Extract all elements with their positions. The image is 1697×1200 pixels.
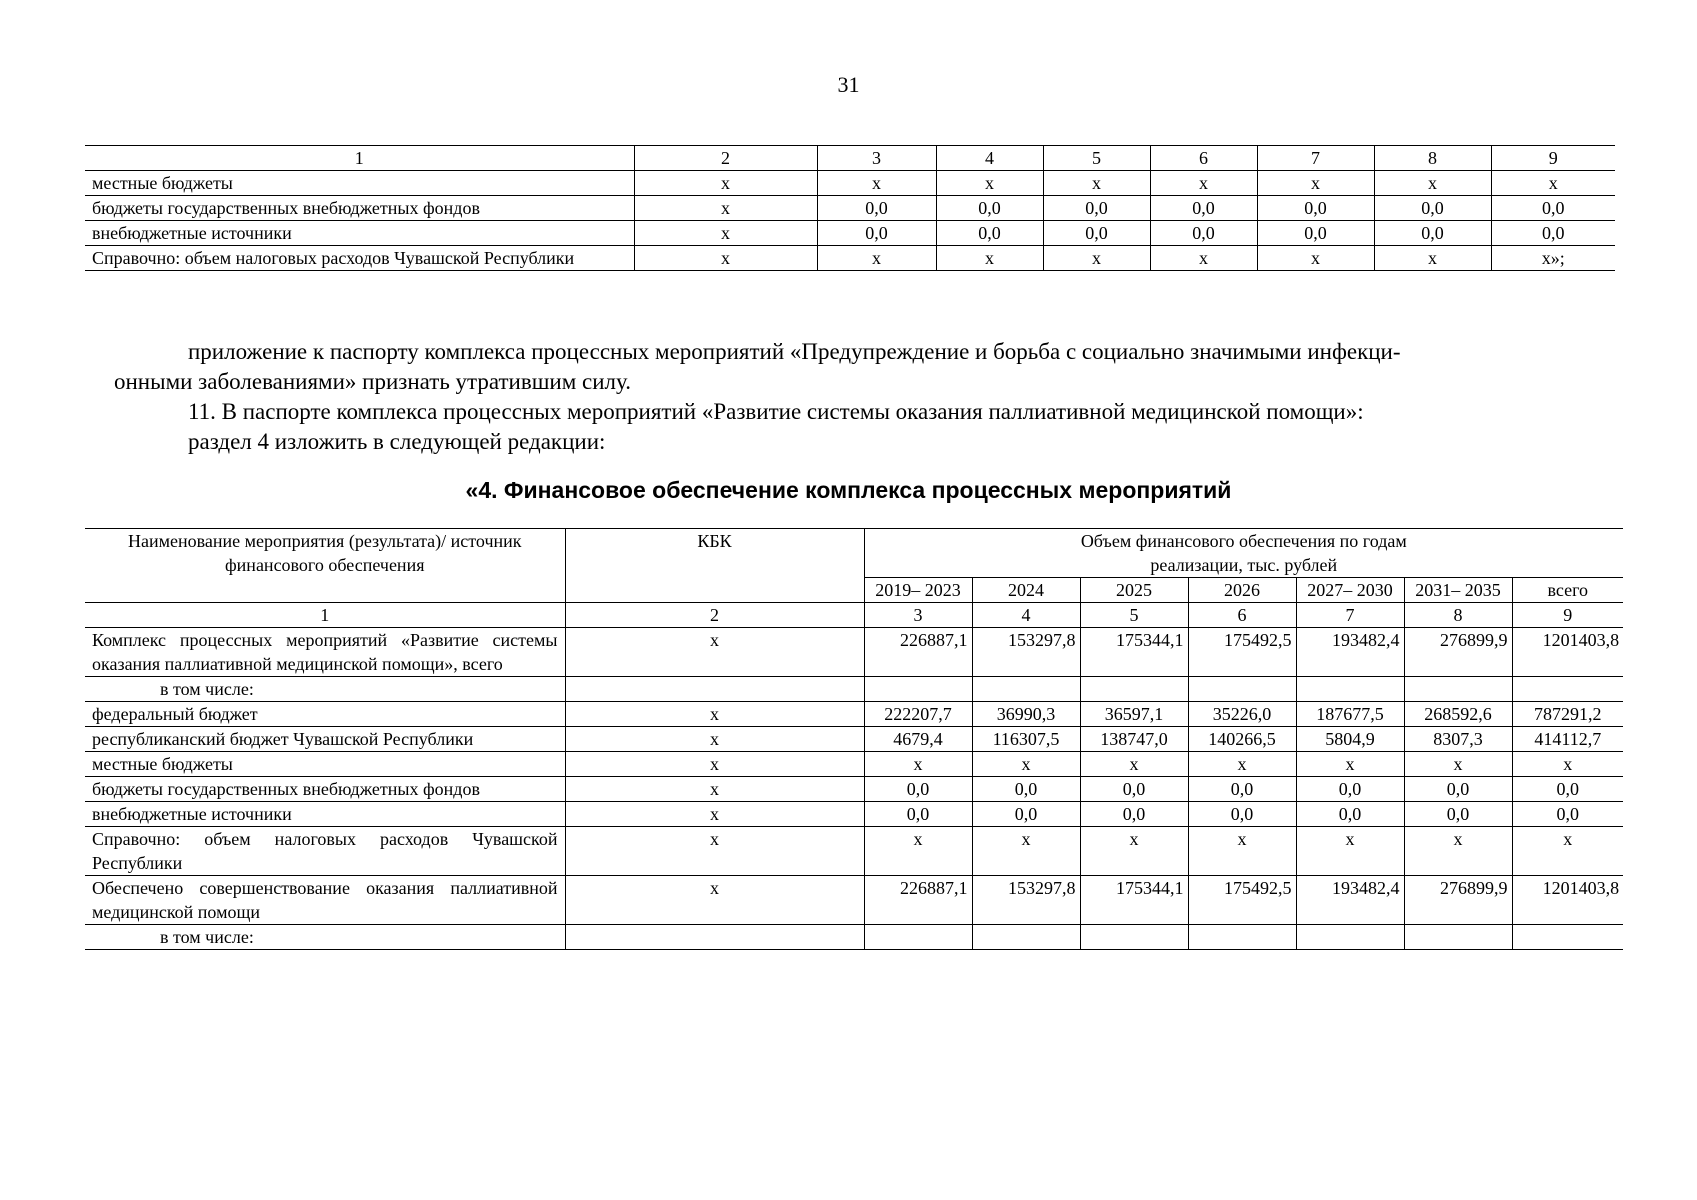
- top-row-cell: х: [634, 221, 817, 246]
- top-row-cell: х: [1150, 171, 1257, 196]
- row-kbk: х: [565, 727, 864, 752]
- row-value: 0,0: [1080, 802, 1188, 827]
- table-row: [85, 777, 1623, 802]
- row-value: 226887,1: [864, 628, 972, 677]
- row-kbk: х: [565, 802, 864, 827]
- top-header-cell: 5: [1043, 146, 1150, 171]
- top-row-cell: х: [1374, 171, 1491, 196]
- year-header-cell: 2024: [972, 578, 1080, 603]
- row-kbk: х: [565, 702, 864, 727]
- top-row-cell: х: [1043, 246, 1150, 271]
- row-value: 268592,6: [1404, 702, 1512, 727]
- top-row-cell: х: [936, 246, 1043, 271]
- row-value: 226887,1: [864, 876, 972, 925]
- top-row-cell: х»;: [1491, 246, 1615, 271]
- row-value: х: [1080, 752, 1188, 777]
- top-row-cell: 0,0: [1257, 221, 1374, 246]
- row-value: [972, 677, 1080, 702]
- top-row-cell: 0,0: [1150, 221, 1257, 246]
- top-table-row: [85, 196, 1615, 221]
- top-table-header-row: [85, 146, 1615, 171]
- top-row-cell: х: [1043, 171, 1150, 196]
- column-number-cell: 7: [1296, 603, 1404, 628]
- row-kbk: х: [565, 876, 864, 925]
- header-name: Наименование мероприятия (результата)/ источник финансового обеспечения: [85, 529, 565, 603]
- top-row-name: внебюджетные источники: [85, 221, 634, 246]
- row-value: 0,0: [1080, 777, 1188, 802]
- header-volume-line1: Объем финансового обеспечения по годам: [1080, 531, 1407, 551]
- top-table-row: [85, 171, 1615, 196]
- row-value: 138747,0: [1080, 727, 1188, 752]
- row-value: 175492,5: [1188, 628, 1296, 677]
- top-header-cell: 6: [1150, 146, 1257, 171]
- top-row-name: бюджеты государственных внебюджетных фондов: [85, 196, 634, 221]
- row-value: 0,0: [1512, 802, 1623, 827]
- row-value: 0,0: [1188, 802, 1296, 827]
- top-row-cell: 0,0: [936, 221, 1043, 246]
- table-row: [85, 876, 1623, 925]
- column-number-cell: 2: [565, 603, 864, 628]
- row-value: [864, 925, 972, 950]
- table-row: [85, 628, 1623, 677]
- top-header-cell: 9: [1491, 146, 1615, 171]
- top-row-cell: х: [1374, 246, 1491, 271]
- row-value: 175344,1: [1080, 628, 1188, 677]
- table-row: [85, 702, 1623, 727]
- top-row-cell: х: [817, 171, 936, 196]
- financing-table: [85, 528, 1623, 950]
- top-budget-table: [85, 145, 1615, 271]
- top-row-cell: 0,0: [1374, 196, 1491, 221]
- row-name: местные бюджеты: [85, 752, 565, 777]
- row-value: 8307,3: [1404, 727, 1512, 752]
- row-kbk: х: [565, 752, 864, 777]
- row-value: [1080, 925, 1188, 950]
- row-value: [1188, 677, 1296, 702]
- column-number-cell: 9: [1512, 603, 1623, 628]
- year-header-cell: всего: [1512, 578, 1623, 603]
- table-row: [85, 802, 1623, 827]
- year-header-cell: 2019– 2023: [864, 578, 972, 603]
- row-value: 193482,4: [1296, 876, 1404, 925]
- top-row-cell: 0,0: [1257, 196, 1374, 221]
- year-header-cell: 2025: [1080, 578, 1188, 603]
- row-value: х: [864, 752, 972, 777]
- row-value: х: [1404, 752, 1512, 777]
- row-value: 276899,9: [1404, 876, 1512, 925]
- row-value: 276899,9: [1404, 628, 1512, 677]
- paragraph-attachment-line2: онными заболеваниями» признать утратившим силу.: [114, 369, 631, 394]
- top-header-cell: 2: [634, 146, 817, 171]
- top-row-cell: х: [634, 196, 817, 221]
- paragraph-section-instruction: раздел 4 изложить в следующей редакции:: [188, 429, 606, 454]
- row-value: [1512, 925, 1623, 950]
- table-header-row: [85, 529, 1623, 578]
- row-value: х: [1296, 752, 1404, 777]
- year-header-cell: 2031– 2035: [1404, 578, 1512, 603]
- top-row-cell: 0,0: [936, 196, 1043, 221]
- row-name: внебюджетные источники: [85, 802, 565, 827]
- row-name: Обеспечено совершенствование оказания паллиативной медицинской помощи: [85, 876, 565, 925]
- top-table-row: [85, 246, 1615, 271]
- row-name: федеральный бюджет: [85, 702, 565, 727]
- row-value: 0,0: [864, 777, 972, 802]
- row-value: 0,0: [1296, 777, 1404, 802]
- top-row-cell: х: [1491, 171, 1615, 196]
- row-value: х: [1512, 752, 1623, 777]
- row-value: 787291,2: [1512, 702, 1623, 727]
- row-value: 0,0: [972, 802, 1080, 827]
- top-row-cell: 0,0: [1491, 221, 1615, 246]
- table-numbers-row: [85, 603, 1623, 628]
- row-value: 0,0: [972, 777, 1080, 802]
- table-row: [85, 727, 1623, 752]
- section-title: «4. Финансовое обеспечение комплекса процессных мероприятий: [465, 477, 1232, 503]
- row-value: 153297,8: [972, 628, 1080, 677]
- row-value: 36597,1: [1080, 702, 1188, 727]
- row-value: 0,0: [1296, 802, 1404, 827]
- row-value: х: [972, 752, 1080, 777]
- row-value: 0,0: [1404, 802, 1512, 827]
- top-row-name: местные бюджеты: [85, 171, 634, 196]
- top-row-name: Справочно: объем налоговых расходов Чувашской Республики: [85, 246, 634, 271]
- row-name: Справочно: объем налоговых расходов Чувашской Республики: [85, 827, 565, 876]
- row-value: 140266,5: [1188, 727, 1296, 752]
- row-value: 193482,4: [1296, 628, 1404, 677]
- row-name: в том числе:: [85, 925, 565, 950]
- row-value: 1201403,8: [1512, 876, 1623, 925]
- row-value: 0,0: [1512, 777, 1623, 802]
- paragraph-item-11: 11. В паспорте комплекса процессных мероприятий «Развитие системы оказания паллиативной медицинской помощи»:: [188, 399, 1364, 424]
- year-header-cell: 2027– 2030: [1296, 578, 1404, 603]
- year-header-cell: 2026: [1188, 578, 1296, 603]
- paragraph-attachment-line1: приложение к паспорту комплекса процессных мероприятий «Предупреждение и борьба с социально значимыми инфекци-: [188, 339, 1401, 364]
- column-number-cell: 3: [864, 603, 972, 628]
- column-number-cell: 4: [972, 603, 1080, 628]
- row-value: [1296, 677, 1404, 702]
- row-name: Комплекс процессных мероприятий «Развитие системы оказания паллиативной медицинской помощи», всего: [85, 628, 565, 677]
- row-value: 222207,7: [864, 702, 972, 727]
- row-value: 0,0: [1188, 777, 1296, 802]
- top-row-cell: х: [634, 171, 817, 196]
- table-row: [85, 677, 1623, 702]
- top-row-cell: х: [1257, 171, 1374, 196]
- row-value: х: [1404, 827, 1512, 876]
- row-value: х: [1188, 752, 1296, 777]
- top-row-cell: х: [936, 171, 1043, 196]
- top-row-cell: 0,0: [817, 196, 936, 221]
- column-number-cell: 8: [1404, 603, 1512, 628]
- row-value: х: [864, 827, 972, 876]
- row-value: х: [1188, 827, 1296, 876]
- row-value: х: [1080, 827, 1188, 876]
- row-value: 153297,8: [972, 876, 1080, 925]
- top-row-cell: 0,0: [1043, 221, 1150, 246]
- row-value: [972, 925, 1080, 950]
- row-value: 0,0: [864, 802, 972, 827]
- top-row-cell: х: [817, 246, 936, 271]
- page-number: 31: [837, 72, 860, 97]
- top-row-cell: 0,0: [1491, 196, 1615, 221]
- row-value: [864, 677, 972, 702]
- top-header-cell: 8: [1374, 146, 1491, 171]
- row-kbk: [565, 925, 864, 950]
- column-number-cell: 5: [1080, 603, 1188, 628]
- table-row: [85, 925, 1623, 950]
- top-header-cell: 1: [85, 146, 634, 171]
- row-value: [1188, 925, 1296, 950]
- top-row-cell: 0,0: [1043, 196, 1150, 221]
- row-value: х: [972, 827, 1080, 876]
- row-value: 414112,7: [1512, 727, 1623, 752]
- row-value: 175492,5: [1188, 876, 1296, 925]
- row-name: в том числе:: [85, 677, 565, 702]
- row-value: 5804,9: [1296, 727, 1404, 752]
- header-volume-line2: реализации, тыс. рублей: [1150, 555, 1338, 575]
- row-value: [1080, 677, 1188, 702]
- row-value: 36990,3: [972, 702, 1080, 727]
- row-kbk: х: [565, 827, 864, 876]
- header-volume: [864, 529, 1623, 578]
- row-value: [1296, 925, 1404, 950]
- top-header-cell: 3: [817, 146, 936, 171]
- row-value: [1512, 677, 1623, 702]
- row-value: 187677,5: [1296, 702, 1404, 727]
- row-kbk: [565, 677, 864, 702]
- column-number-cell: 6: [1188, 603, 1296, 628]
- top-row-cell: 0,0: [817, 221, 936, 246]
- row-value: 175344,1: [1080, 876, 1188, 925]
- row-value: х: [1512, 827, 1623, 876]
- top-row-cell: 0,0: [1150, 196, 1257, 221]
- column-number-cell: 1: [85, 603, 565, 628]
- row-name: бюджеты государственных внебюджетных фондов: [85, 777, 565, 802]
- top-row-cell: х: [1257, 246, 1374, 271]
- row-value: 35226,0: [1188, 702, 1296, 727]
- row-value: 1201403,8: [1512, 628, 1623, 677]
- top-header-cell: 4: [936, 146, 1043, 171]
- table-row: [85, 827, 1623, 876]
- top-table-row: [85, 221, 1615, 246]
- row-name: республиканский бюджет Чувашской Республики: [85, 727, 565, 752]
- row-value: 0,0: [1404, 777, 1512, 802]
- top-row-cell: 0,0: [1374, 221, 1491, 246]
- row-value: [1404, 677, 1512, 702]
- top-row-cell: х: [634, 246, 817, 271]
- row-value: 116307,5: [972, 727, 1080, 752]
- top-header-cell: 7: [1257, 146, 1374, 171]
- row-value: 4679,4: [864, 727, 972, 752]
- row-kbk: х: [565, 777, 864, 802]
- table-row: [85, 752, 1623, 777]
- row-value: [1404, 925, 1512, 950]
- row-value: х: [1296, 827, 1404, 876]
- row-kbk: х: [565, 628, 864, 677]
- top-row-cell: х: [1150, 246, 1257, 271]
- header-kbk: КБК: [565, 529, 864, 603]
